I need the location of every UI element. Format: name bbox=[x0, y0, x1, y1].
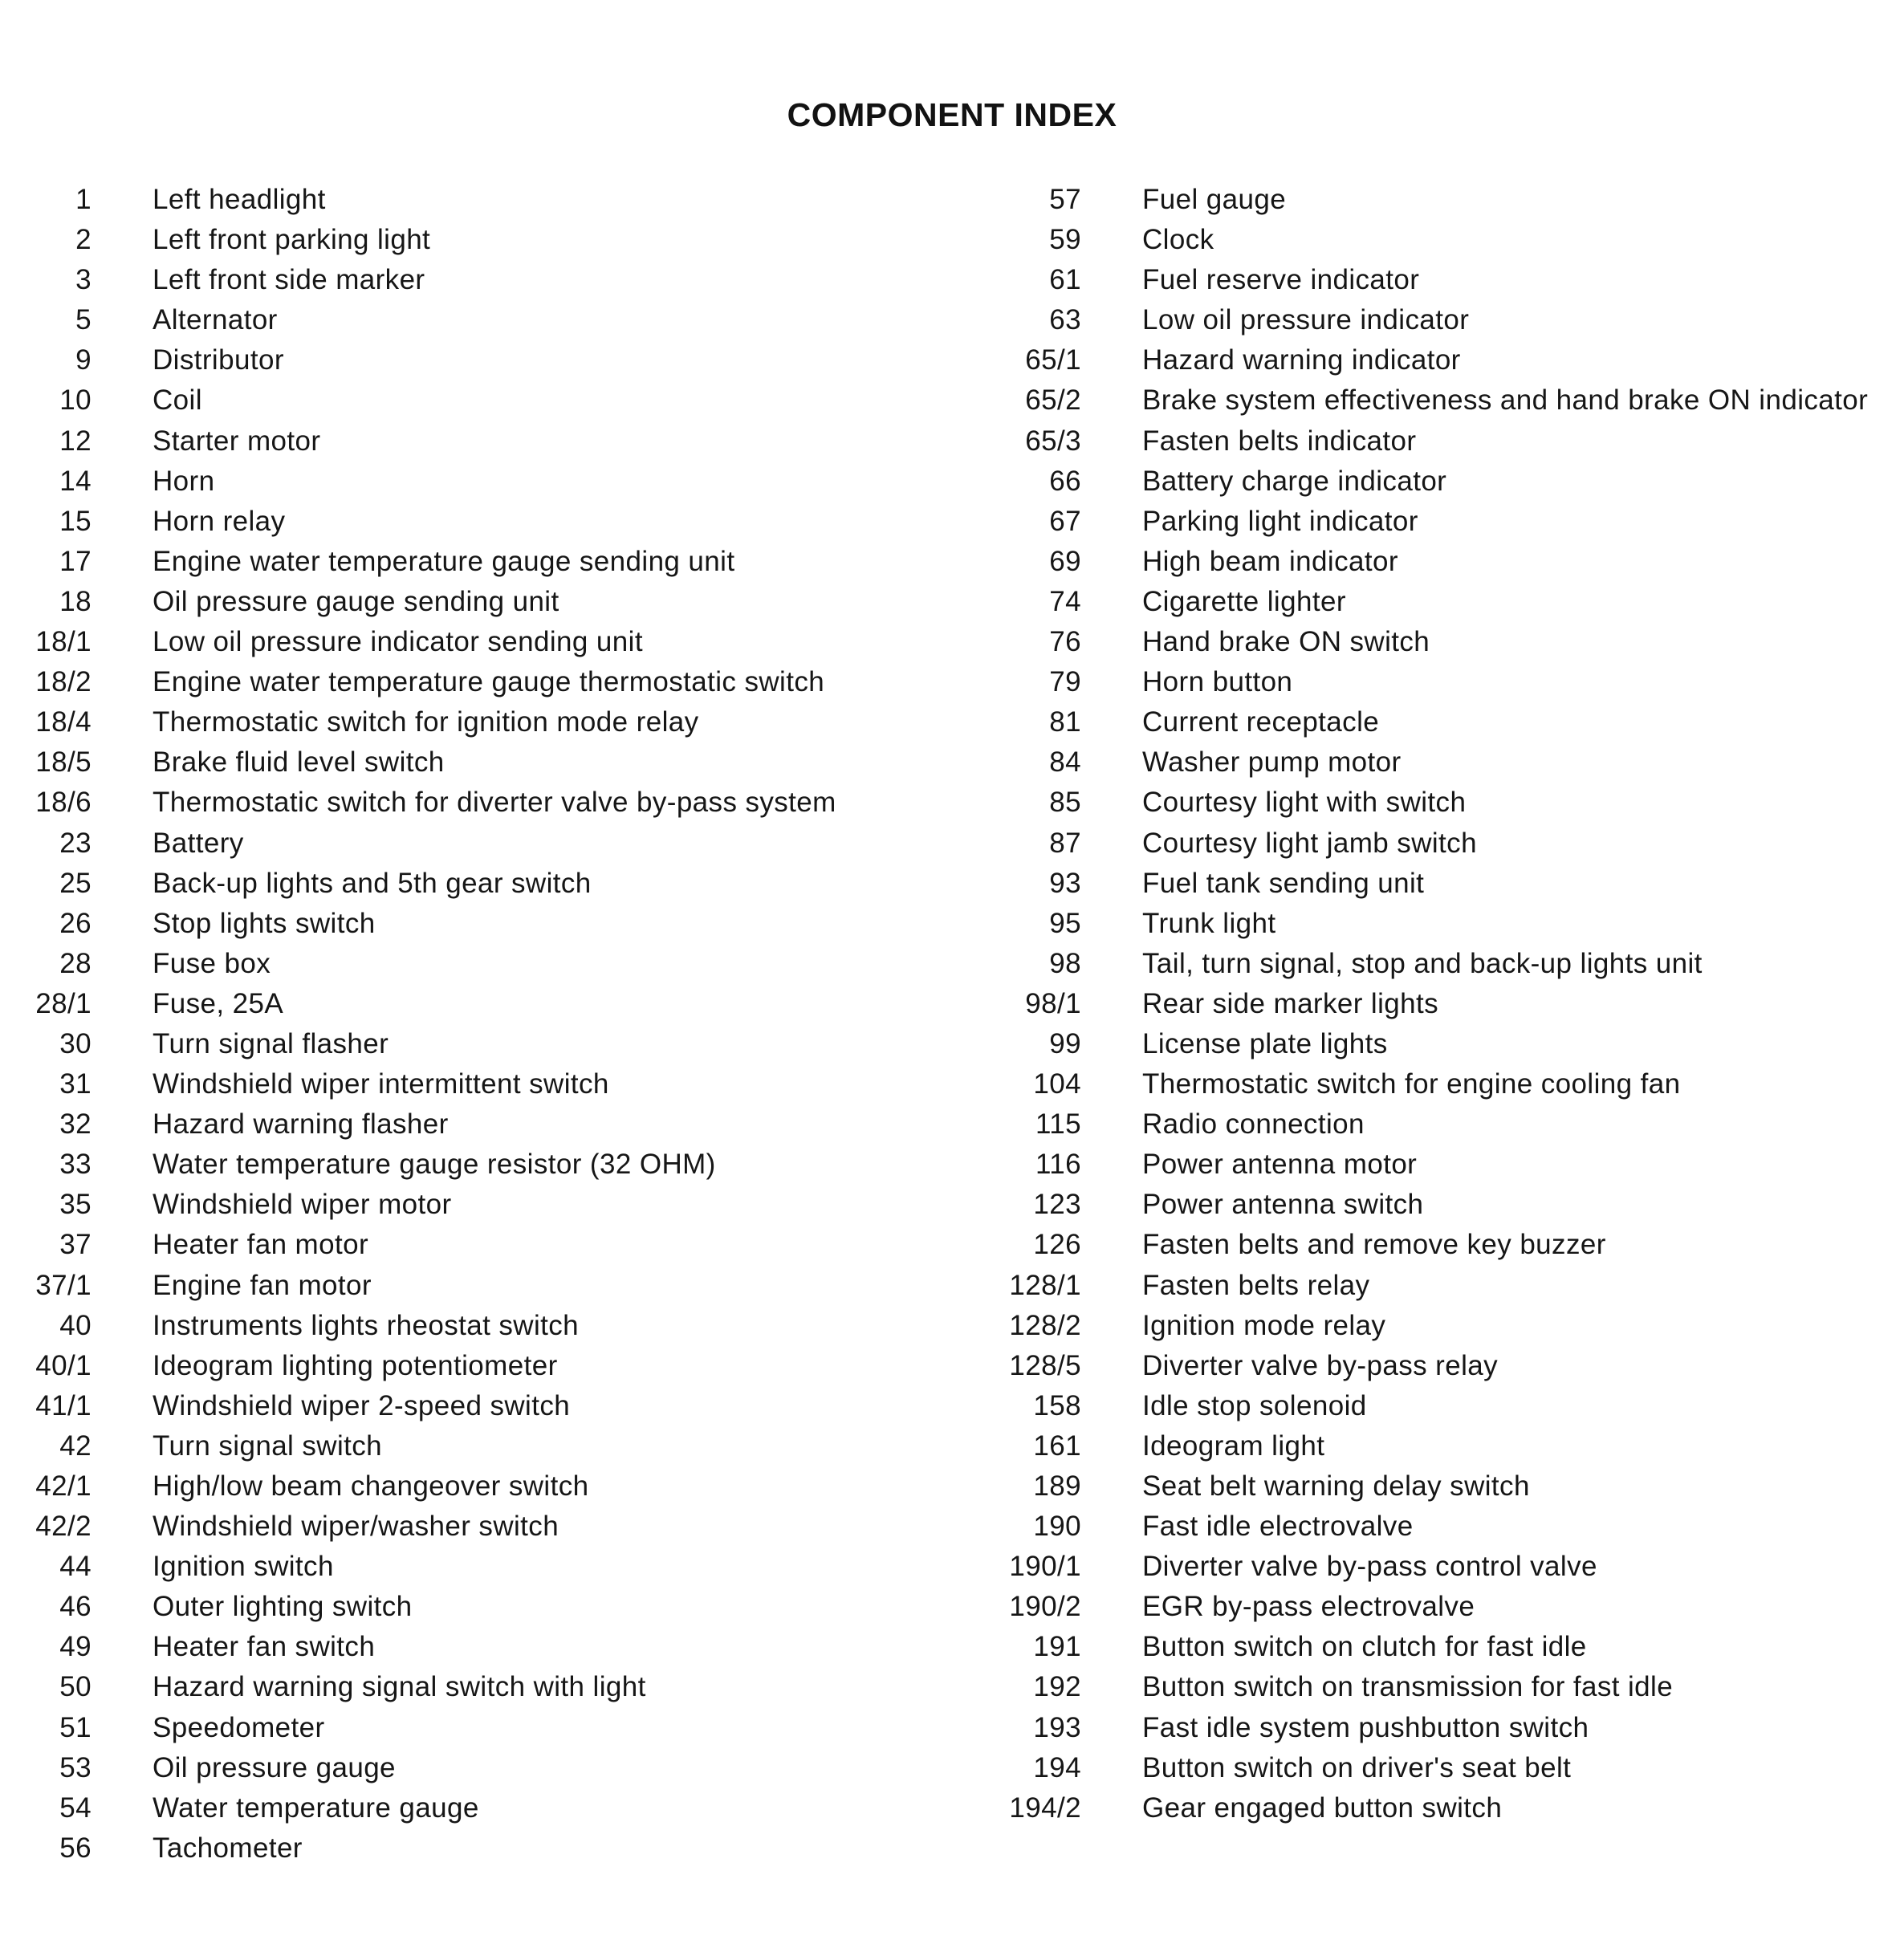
component-number: 42/2 bbox=[35, 1511, 92, 1543]
component-label: Fuel tank sending unit bbox=[1142, 867, 1425, 899]
index-entry bbox=[22, 180, 905, 220]
component-number: 30 bbox=[59, 1027, 92, 1059]
component-label: Washer pump motor bbox=[1142, 746, 1402, 779]
component-number: 2 bbox=[75, 224, 92, 256]
component-number: 18/1 bbox=[35, 626, 92, 658]
component-label: Thermostatic switch for engine cooling fan bbox=[1142, 1068, 1681, 1100]
right-index-column bbox=[987, 180, 1898, 1828]
component-label: Outer lighting switch bbox=[153, 1591, 413, 1623]
index-entry bbox=[22, 1225, 905, 1265]
component-label: Thermostatic switch for diverter valve by-pass system bbox=[153, 787, 836, 819]
component-label: Fuel gauge bbox=[1142, 184, 1287, 215]
component-number: 42 bbox=[59, 1429, 92, 1462]
index-entry bbox=[987, 1145, 1898, 1185]
index-entry bbox=[987, 1064, 1898, 1104]
component-label: Button switch on clutch for fast idle bbox=[1142, 1631, 1587, 1663]
component-label: Left front side marker bbox=[153, 264, 425, 296]
component-label: Brake fluid level switch bbox=[153, 746, 445, 779]
component-number: 98/1 bbox=[1025, 987, 1081, 1019]
component-number: 18/6 bbox=[35, 787, 92, 819]
component-number: 33 bbox=[59, 1149, 92, 1181]
index-entry bbox=[22, 260, 905, 300]
component-number: 95 bbox=[1049, 907, 1081, 939]
index-entry bbox=[22, 1547, 905, 1587]
component-number: 59 bbox=[1049, 224, 1081, 256]
component-label: Starter motor bbox=[153, 425, 321, 457]
component-label: Fast idle system pushbutton switch bbox=[1142, 1711, 1589, 1743]
component-number: 35 bbox=[59, 1189, 92, 1221]
component-label: Water temperature gauge resistor (32 OHM) bbox=[153, 1149, 716, 1181]
component-label: Courtesy light jamb switch bbox=[1142, 827, 1477, 859]
component-label: Ideogram lighting potentiometer bbox=[153, 1349, 558, 1381]
index-entry bbox=[987, 1627, 1898, 1667]
index-entry bbox=[22, 1788, 905, 1828]
index-entry bbox=[987, 742, 1898, 783]
index-entry bbox=[987, 462, 1898, 502]
index-entry bbox=[22, 1708, 905, 1748]
component-number: 190/2 bbox=[1009, 1591, 1081, 1623]
component-number: 46 bbox=[59, 1591, 92, 1623]
component-number: 26 bbox=[59, 907, 92, 939]
component-number: 79 bbox=[1049, 666, 1081, 698]
component-label: Ideogram light bbox=[1142, 1429, 1325, 1462]
index-entry bbox=[22, 864, 905, 904]
component-number: 84 bbox=[1049, 746, 1081, 779]
index-entry bbox=[22, 742, 905, 783]
index-entry bbox=[22, 340, 905, 380]
component-label: Fuse box bbox=[153, 947, 271, 979]
component-number: 18/4 bbox=[35, 706, 92, 738]
index-entry bbox=[22, 1748, 905, 1788]
component-label: Hazard warning indicator bbox=[1142, 344, 1461, 376]
component-label: Turn signal flasher bbox=[153, 1027, 389, 1059]
component-number: 98 bbox=[1049, 947, 1081, 979]
component-label: Engine fan motor bbox=[153, 1269, 372, 1301]
component-label: Coil bbox=[153, 384, 202, 417]
index-entry bbox=[987, 582, 1898, 622]
component-label: Gear engaged button switch bbox=[1142, 1791, 1503, 1824]
index-entry bbox=[22, 783, 905, 823]
index-entry bbox=[22, 1266, 905, 1306]
component-number: 128/2 bbox=[1009, 1309, 1081, 1341]
component-number: 192 bbox=[1033, 1671, 1081, 1703]
index-entry bbox=[987, 783, 1898, 823]
component-label: Heater fan switch bbox=[153, 1631, 376, 1663]
index-entry bbox=[22, 1346, 905, 1386]
component-label: Back-up lights and 5th gear switch bbox=[153, 867, 592, 899]
index-entry bbox=[22, 380, 905, 421]
component-label: Parking light indicator bbox=[1142, 505, 1418, 537]
component-label: Engine water temperature gauge sending unit bbox=[153, 545, 735, 577]
component-label: Diverter valve by-pass control valve bbox=[1142, 1551, 1597, 1583]
component-number: 3 bbox=[75, 264, 92, 296]
component-number: 17 bbox=[59, 545, 92, 577]
index-entry bbox=[22, 1507, 905, 1547]
component-number: 191 bbox=[1033, 1631, 1081, 1663]
component-number: 65/2 bbox=[1025, 384, 1081, 417]
index-entry bbox=[987, 864, 1898, 904]
component-number: 53 bbox=[59, 1751, 92, 1783]
component-number: 44 bbox=[59, 1551, 92, 1583]
component-label: Distributor bbox=[153, 344, 284, 376]
index-entry bbox=[987, 984, 1898, 1024]
component-number: 81 bbox=[1049, 706, 1081, 738]
index-entry bbox=[22, 622, 905, 662]
index-entry bbox=[22, 1426, 905, 1466]
component-label: Tachometer bbox=[153, 1832, 303, 1864]
component-number: 37 bbox=[59, 1229, 92, 1261]
component-label: Turn signal switch bbox=[153, 1429, 383, 1462]
component-label: Battery charge indicator bbox=[1142, 465, 1447, 497]
component-number: 10 bbox=[59, 384, 92, 417]
component-label: Diverter valve by-pass relay bbox=[1142, 1349, 1499, 1381]
component-label: Ignition mode relay bbox=[1142, 1309, 1386, 1341]
index-entry bbox=[22, 1667, 905, 1707]
index-entry bbox=[22, 1587, 905, 1627]
component-number: 76 bbox=[1049, 626, 1081, 658]
component-label: Tail, turn signal, stop and back-up lights unit bbox=[1142, 947, 1703, 979]
component-number: 56 bbox=[59, 1832, 92, 1864]
component-label: Brake system effectiveness and hand brake ON indicator bbox=[1142, 384, 1869, 417]
index-entry bbox=[22, 1064, 905, 1104]
component-number: 158 bbox=[1033, 1389, 1081, 1421]
index-entry bbox=[987, 662, 1898, 702]
component-label: Fuse, 25A bbox=[153, 987, 284, 1019]
component-label: License plate lights bbox=[1142, 1027, 1388, 1059]
index-entry bbox=[22, 904, 905, 944]
index-entry bbox=[987, 260, 1898, 300]
component-label: Courtesy light with switch bbox=[1142, 787, 1467, 819]
component-label: Engine water temperature gauge thermostatic switch bbox=[153, 666, 825, 698]
index-entry bbox=[987, 1386, 1898, 1426]
component-number: 116 bbox=[1035, 1149, 1081, 1181]
index-entry bbox=[987, 421, 1898, 462]
component-label: Windshield wiper motor bbox=[153, 1189, 452, 1221]
component-number: 67 bbox=[1049, 505, 1081, 537]
component-number: 54 bbox=[59, 1791, 92, 1824]
index-entry bbox=[22, 582, 905, 622]
component-label: Power antenna switch bbox=[1142, 1189, 1424, 1221]
index-entry bbox=[987, 1587, 1898, 1627]
component-number: 190/1 bbox=[1009, 1551, 1081, 1583]
component-number: 18/2 bbox=[35, 666, 92, 698]
component-number: 194/2 bbox=[1009, 1791, 1081, 1824]
index-entry bbox=[987, 1104, 1898, 1145]
component-label: Low oil pressure indicator bbox=[1142, 304, 1470, 336]
component-number: 15 bbox=[59, 505, 92, 537]
component-number: 41/1 bbox=[35, 1389, 92, 1421]
component-label: Rear side marker lights bbox=[1142, 987, 1439, 1019]
index-entry bbox=[987, 1507, 1898, 1547]
component-label: Thermostatic switch for ignition mode relay bbox=[153, 706, 699, 738]
index-entry bbox=[987, 1466, 1898, 1507]
index-entry bbox=[987, 380, 1898, 421]
component-label: Button switch on transmission for fast idle bbox=[1142, 1671, 1674, 1703]
component-number: 123 bbox=[1033, 1189, 1081, 1221]
component-label: Heater fan motor bbox=[153, 1229, 369, 1261]
index-entry bbox=[987, 1024, 1898, 1064]
component-number: 128/5 bbox=[1009, 1349, 1081, 1381]
component-label: High beam indicator bbox=[1142, 545, 1398, 577]
component-number: 40 bbox=[59, 1309, 92, 1341]
left-index-column bbox=[22, 180, 905, 1869]
component-number: 93 bbox=[1049, 867, 1081, 899]
component-label: Cigarette lighter bbox=[1142, 585, 1346, 617]
component-label: Current receptacle bbox=[1142, 706, 1380, 738]
component-number: 25 bbox=[59, 867, 92, 899]
component-label: Fuel reserve indicator bbox=[1142, 264, 1420, 296]
component-number: 12 bbox=[59, 425, 92, 457]
index-entry bbox=[987, 180, 1898, 220]
component-number: 18 bbox=[59, 585, 92, 617]
index-entry bbox=[987, 340, 1898, 380]
component-label: Radio connection bbox=[1142, 1108, 1365, 1141]
index-entry bbox=[22, 1306, 905, 1346]
component-label: Oil pressure gauge bbox=[153, 1751, 396, 1783]
index-entry bbox=[987, 1306, 1898, 1346]
component-label: Trunk light bbox=[1142, 907, 1276, 939]
component-label: Instruments lights rheostat switch bbox=[153, 1309, 580, 1341]
component-number: 42/1 bbox=[35, 1470, 92, 1502]
component-label: High/low beam changeover switch bbox=[153, 1470, 589, 1502]
index-entry bbox=[987, 702, 1898, 742]
index-entry bbox=[22, 702, 905, 742]
component-number: 1 bbox=[75, 184, 92, 215]
index-entry bbox=[22, 1828, 905, 1869]
index-entry bbox=[987, 1788, 1898, 1828]
component-label: Windshield wiper 2-speed switch bbox=[153, 1389, 571, 1421]
index-entry bbox=[987, 1266, 1898, 1306]
component-number: 14 bbox=[59, 465, 92, 497]
component-number: 74 bbox=[1049, 585, 1081, 617]
component-number: 28 bbox=[59, 947, 92, 979]
component-number: 63 bbox=[1049, 304, 1081, 336]
index-entry bbox=[987, 1748, 1898, 1788]
index-entry bbox=[987, 542, 1898, 582]
component-label: Idle stop solenoid bbox=[1142, 1389, 1367, 1421]
index-entry bbox=[987, 904, 1898, 944]
component-label: Windshield wiper/washer switch bbox=[153, 1511, 559, 1543]
component-number: 40/1 bbox=[35, 1349, 92, 1381]
component-label: Seat belt warning delay switch bbox=[1142, 1470, 1530, 1502]
index-entry bbox=[22, 542, 905, 582]
index-entry bbox=[22, 421, 905, 462]
component-number: 31 bbox=[59, 1068, 92, 1100]
index-entry bbox=[987, 1346, 1898, 1386]
component-label: Left headlight bbox=[153, 184, 326, 215]
index-entry bbox=[987, 944, 1898, 984]
index-entry bbox=[22, 1104, 905, 1145]
component-number: 126 bbox=[1033, 1229, 1081, 1261]
index-entry bbox=[22, 1185, 905, 1225]
component-label: Windshield wiper intermittent switch bbox=[153, 1068, 609, 1100]
component-number: 99 bbox=[1049, 1027, 1081, 1059]
component-label: Clock bbox=[1142, 224, 1214, 256]
index-entry bbox=[987, 1547, 1898, 1587]
index-entry bbox=[22, 1145, 905, 1185]
component-number: 51 bbox=[59, 1711, 92, 1743]
index-entry bbox=[22, 1386, 905, 1426]
component-number: 28/1 bbox=[35, 987, 92, 1019]
component-label: Fasten belts indicator bbox=[1142, 425, 1417, 457]
component-label: Fasten belts relay bbox=[1142, 1269, 1370, 1301]
index-entry bbox=[987, 824, 1898, 864]
index-entry bbox=[22, 824, 905, 864]
index-entry bbox=[987, 1225, 1898, 1265]
index-entry bbox=[987, 300, 1898, 340]
component-number: 161 bbox=[1033, 1429, 1081, 1462]
index-entry bbox=[22, 662, 905, 702]
component-label: Power antenna motor bbox=[1142, 1149, 1418, 1181]
index-entry bbox=[22, 1466, 905, 1507]
component-number: 49 bbox=[59, 1631, 92, 1663]
component-number: 18/5 bbox=[35, 746, 92, 779]
component-number: 50 bbox=[59, 1671, 92, 1703]
component-number: 23 bbox=[59, 827, 92, 859]
component-number: 57 bbox=[1049, 184, 1081, 215]
component-label: Horn bbox=[153, 465, 215, 497]
index-entry bbox=[987, 1426, 1898, 1466]
component-number: 32 bbox=[59, 1108, 92, 1141]
index-entry bbox=[22, 300, 905, 340]
component-label: EGR by-pass electrovalve bbox=[1142, 1591, 1475, 1623]
component-label: Left front parking light bbox=[153, 224, 431, 256]
component-label: Battery bbox=[153, 827, 244, 859]
component-number: 9 bbox=[75, 344, 92, 376]
component-number: 190 bbox=[1033, 1511, 1081, 1543]
component-number: 61 bbox=[1049, 264, 1081, 296]
index-entry bbox=[987, 1667, 1898, 1707]
index-entry bbox=[22, 944, 905, 984]
component-label: Stop lights switch bbox=[153, 907, 376, 939]
component-label: Fast idle electrovalve bbox=[1142, 1511, 1414, 1543]
index-entry bbox=[22, 1627, 905, 1667]
component-number: 193 bbox=[1033, 1711, 1081, 1743]
component-label: Horn relay bbox=[153, 505, 286, 537]
component-label: Low oil pressure indicator sending unit bbox=[153, 626, 643, 658]
component-number: 115 bbox=[1035, 1108, 1081, 1141]
index-entry bbox=[987, 220, 1898, 260]
index-entry bbox=[987, 502, 1898, 542]
component-label: Alternator bbox=[153, 304, 278, 336]
component-label: Hand brake ON switch bbox=[1142, 626, 1430, 658]
component-label: Button switch on driver's seat belt bbox=[1142, 1751, 1572, 1783]
component-label: Speedometer bbox=[153, 1711, 325, 1743]
index-entry bbox=[22, 984, 905, 1024]
component-label: Oil pressure gauge sending unit bbox=[153, 585, 559, 617]
page-title: COMPONENT INDEX bbox=[787, 96, 1117, 133]
component-number: 66 bbox=[1049, 465, 1081, 497]
component-number: 85 bbox=[1049, 787, 1081, 819]
component-label: Hazard warning flasher bbox=[153, 1108, 449, 1141]
component-number: 104 bbox=[1033, 1068, 1081, 1100]
index-entry bbox=[987, 622, 1898, 662]
component-number: 194 bbox=[1033, 1751, 1081, 1783]
component-number: 189 bbox=[1033, 1470, 1081, 1502]
index-entry bbox=[22, 220, 905, 260]
component-number: 5 bbox=[75, 304, 92, 336]
component-label: Fasten belts and remove key buzzer bbox=[1142, 1229, 1606, 1261]
component-label: Water temperature gauge bbox=[153, 1791, 479, 1824]
component-number: 69 bbox=[1049, 545, 1081, 577]
index-entry bbox=[22, 502, 905, 542]
component-number: 65/3 bbox=[1025, 425, 1081, 457]
component-number: 65/1 bbox=[1025, 344, 1081, 376]
component-label: Horn button bbox=[1142, 666, 1293, 698]
component-number: 37/1 bbox=[35, 1269, 92, 1301]
index-entry bbox=[22, 1024, 905, 1064]
index-entry bbox=[987, 1185, 1898, 1225]
index-entry bbox=[22, 462, 905, 502]
component-label: Hazard warning signal switch with light bbox=[153, 1671, 646, 1703]
component-number: 87 bbox=[1049, 827, 1081, 859]
component-number: 128/1 bbox=[1009, 1269, 1081, 1301]
index-entry bbox=[987, 1708, 1898, 1748]
component-label: Ignition switch bbox=[153, 1551, 334, 1583]
